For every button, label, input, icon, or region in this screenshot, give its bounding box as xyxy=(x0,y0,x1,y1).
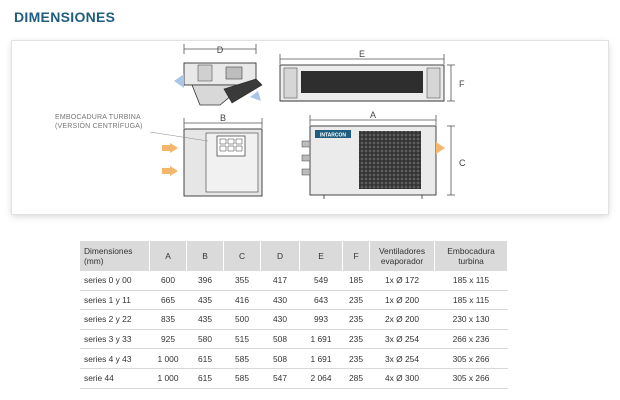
table-cell: 355 xyxy=(224,271,261,290)
table-cell: 1 691 xyxy=(300,349,343,369)
table-cell: 600 xyxy=(150,271,187,290)
table-cell: 585 xyxy=(224,368,261,388)
table-cell: 235 xyxy=(343,329,370,349)
table-cell: 3x Ø 254 xyxy=(370,329,435,349)
table-cell: 235 xyxy=(343,349,370,369)
table-cell: series 0 y 00 xyxy=(80,271,150,290)
callout-line-2: (VERSIÓN CENTRÍFUGA) xyxy=(55,123,143,130)
table-cell: 500 xyxy=(224,310,261,330)
table-cell: 508 xyxy=(261,349,300,369)
airflow-arrow-icon xyxy=(170,166,178,176)
front-view-top xyxy=(280,49,465,101)
table-cell: series 1 y 11 xyxy=(80,290,150,310)
table-cell: 417 xyxy=(261,271,300,290)
column-header: A xyxy=(150,241,187,271)
table-row xyxy=(80,310,508,330)
table-cell: 235 xyxy=(343,290,370,310)
table-cell: series 2 y 22 xyxy=(80,310,150,330)
table-cell: 2 064 xyxy=(300,368,343,388)
table-cell: 1 000 xyxy=(150,349,187,369)
table-cell: 285 xyxy=(343,368,370,388)
table-cell: 549 xyxy=(300,271,343,290)
dim-label-a: A xyxy=(369,110,377,120)
table-cell: series 4 y 43 xyxy=(80,349,150,369)
table-cell: 430 xyxy=(261,310,300,330)
table-row xyxy=(80,329,508,349)
airflow-arrow-icon xyxy=(436,142,445,154)
table-cell: 305 x 266 xyxy=(435,368,508,388)
table-cell: 615 xyxy=(187,368,224,388)
table-cell: 3x Ø 254 xyxy=(370,349,435,369)
table-cell: 1x Ø 200 xyxy=(370,290,435,310)
column-header: C xyxy=(224,241,261,271)
table-cell: 665 xyxy=(150,290,187,310)
table-cell: 835 xyxy=(150,310,187,330)
table-cell: 515 xyxy=(224,329,261,349)
table-cell: 4x Ø 300 xyxy=(370,368,435,388)
callout-line-1: EMBOCADURA TURBINA xyxy=(55,114,141,121)
dim-label-f: F xyxy=(459,79,465,89)
table-cell: 615 xyxy=(187,349,224,369)
dimensions-table xyxy=(80,241,508,389)
table-cell: 185 xyxy=(343,271,370,290)
table-cell: 305 x 266 xyxy=(435,349,508,369)
table-cell: 1 691 xyxy=(300,329,343,349)
column-header: E xyxy=(300,241,343,271)
table-cell: 508 xyxy=(261,329,300,349)
table-row xyxy=(80,271,508,290)
side-view-top xyxy=(174,44,262,105)
table-cell: 435 xyxy=(187,310,224,330)
dim-label-e: E xyxy=(358,49,366,59)
table-cell: serie 44 xyxy=(80,368,150,388)
dim-label-b: B xyxy=(219,113,227,123)
table-cell: 430 xyxy=(261,290,300,310)
table-cell: 396 xyxy=(187,271,224,290)
table-header-row xyxy=(80,241,508,271)
table-row xyxy=(80,290,508,310)
column-header: Dimensiones (mm) xyxy=(80,241,150,271)
table-cell: 266 x 236 xyxy=(435,329,508,349)
table-cell: 580 xyxy=(187,329,224,349)
table-cell: 2x Ø 200 xyxy=(370,310,435,330)
table-cell: 230 x 130 xyxy=(435,310,508,330)
table-cell: series 3 y 33 xyxy=(80,329,150,349)
column-header: B xyxy=(187,241,224,271)
column-header: Ventiladores evaporador xyxy=(370,241,435,271)
table-cell: 585 xyxy=(224,349,261,369)
brand-label: INTARCON xyxy=(319,132,347,139)
side-view-bottom xyxy=(302,110,466,199)
table-body xyxy=(80,271,508,388)
dim-label-c: C xyxy=(459,158,466,168)
table-cell: 416 xyxy=(224,290,261,310)
table-row xyxy=(80,368,508,388)
table-cell: 185 x 115 xyxy=(435,271,508,290)
table-cell: 993 xyxy=(300,310,343,330)
table-cell: 1x Ø 172 xyxy=(370,271,435,290)
column-header: Embocadura turbina xyxy=(435,241,508,271)
airflow-arrow-icon xyxy=(170,143,178,153)
dim-label-d: D xyxy=(216,45,224,55)
table-cell: 235 xyxy=(343,310,370,330)
table-cell: 547 xyxy=(261,368,300,388)
table-row xyxy=(80,349,508,369)
column-header: F xyxy=(343,241,370,271)
airflow-arrow-icon xyxy=(174,74,184,88)
table-cell: 643 xyxy=(300,290,343,310)
turbine-callout xyxy=(55,113,143,131)
front-view-bottom xyxy=(150,113,262,196)
table-cell: 1 000 xyxy=(150,368,187,388)
page-title: DIMENSIONES xyxy=(14,9,116,25)
airflow-arrow-icon xyxy=(250,91,261,101)
column-header: D xyxy=(261,241,300,271)
table-cell: 185 x 115 xyxy=(435,290,508,310)
table-cell: 925 xyxy=(150,329,187,349)
table-cell: 435 xyxy=(187,290,224,310)
